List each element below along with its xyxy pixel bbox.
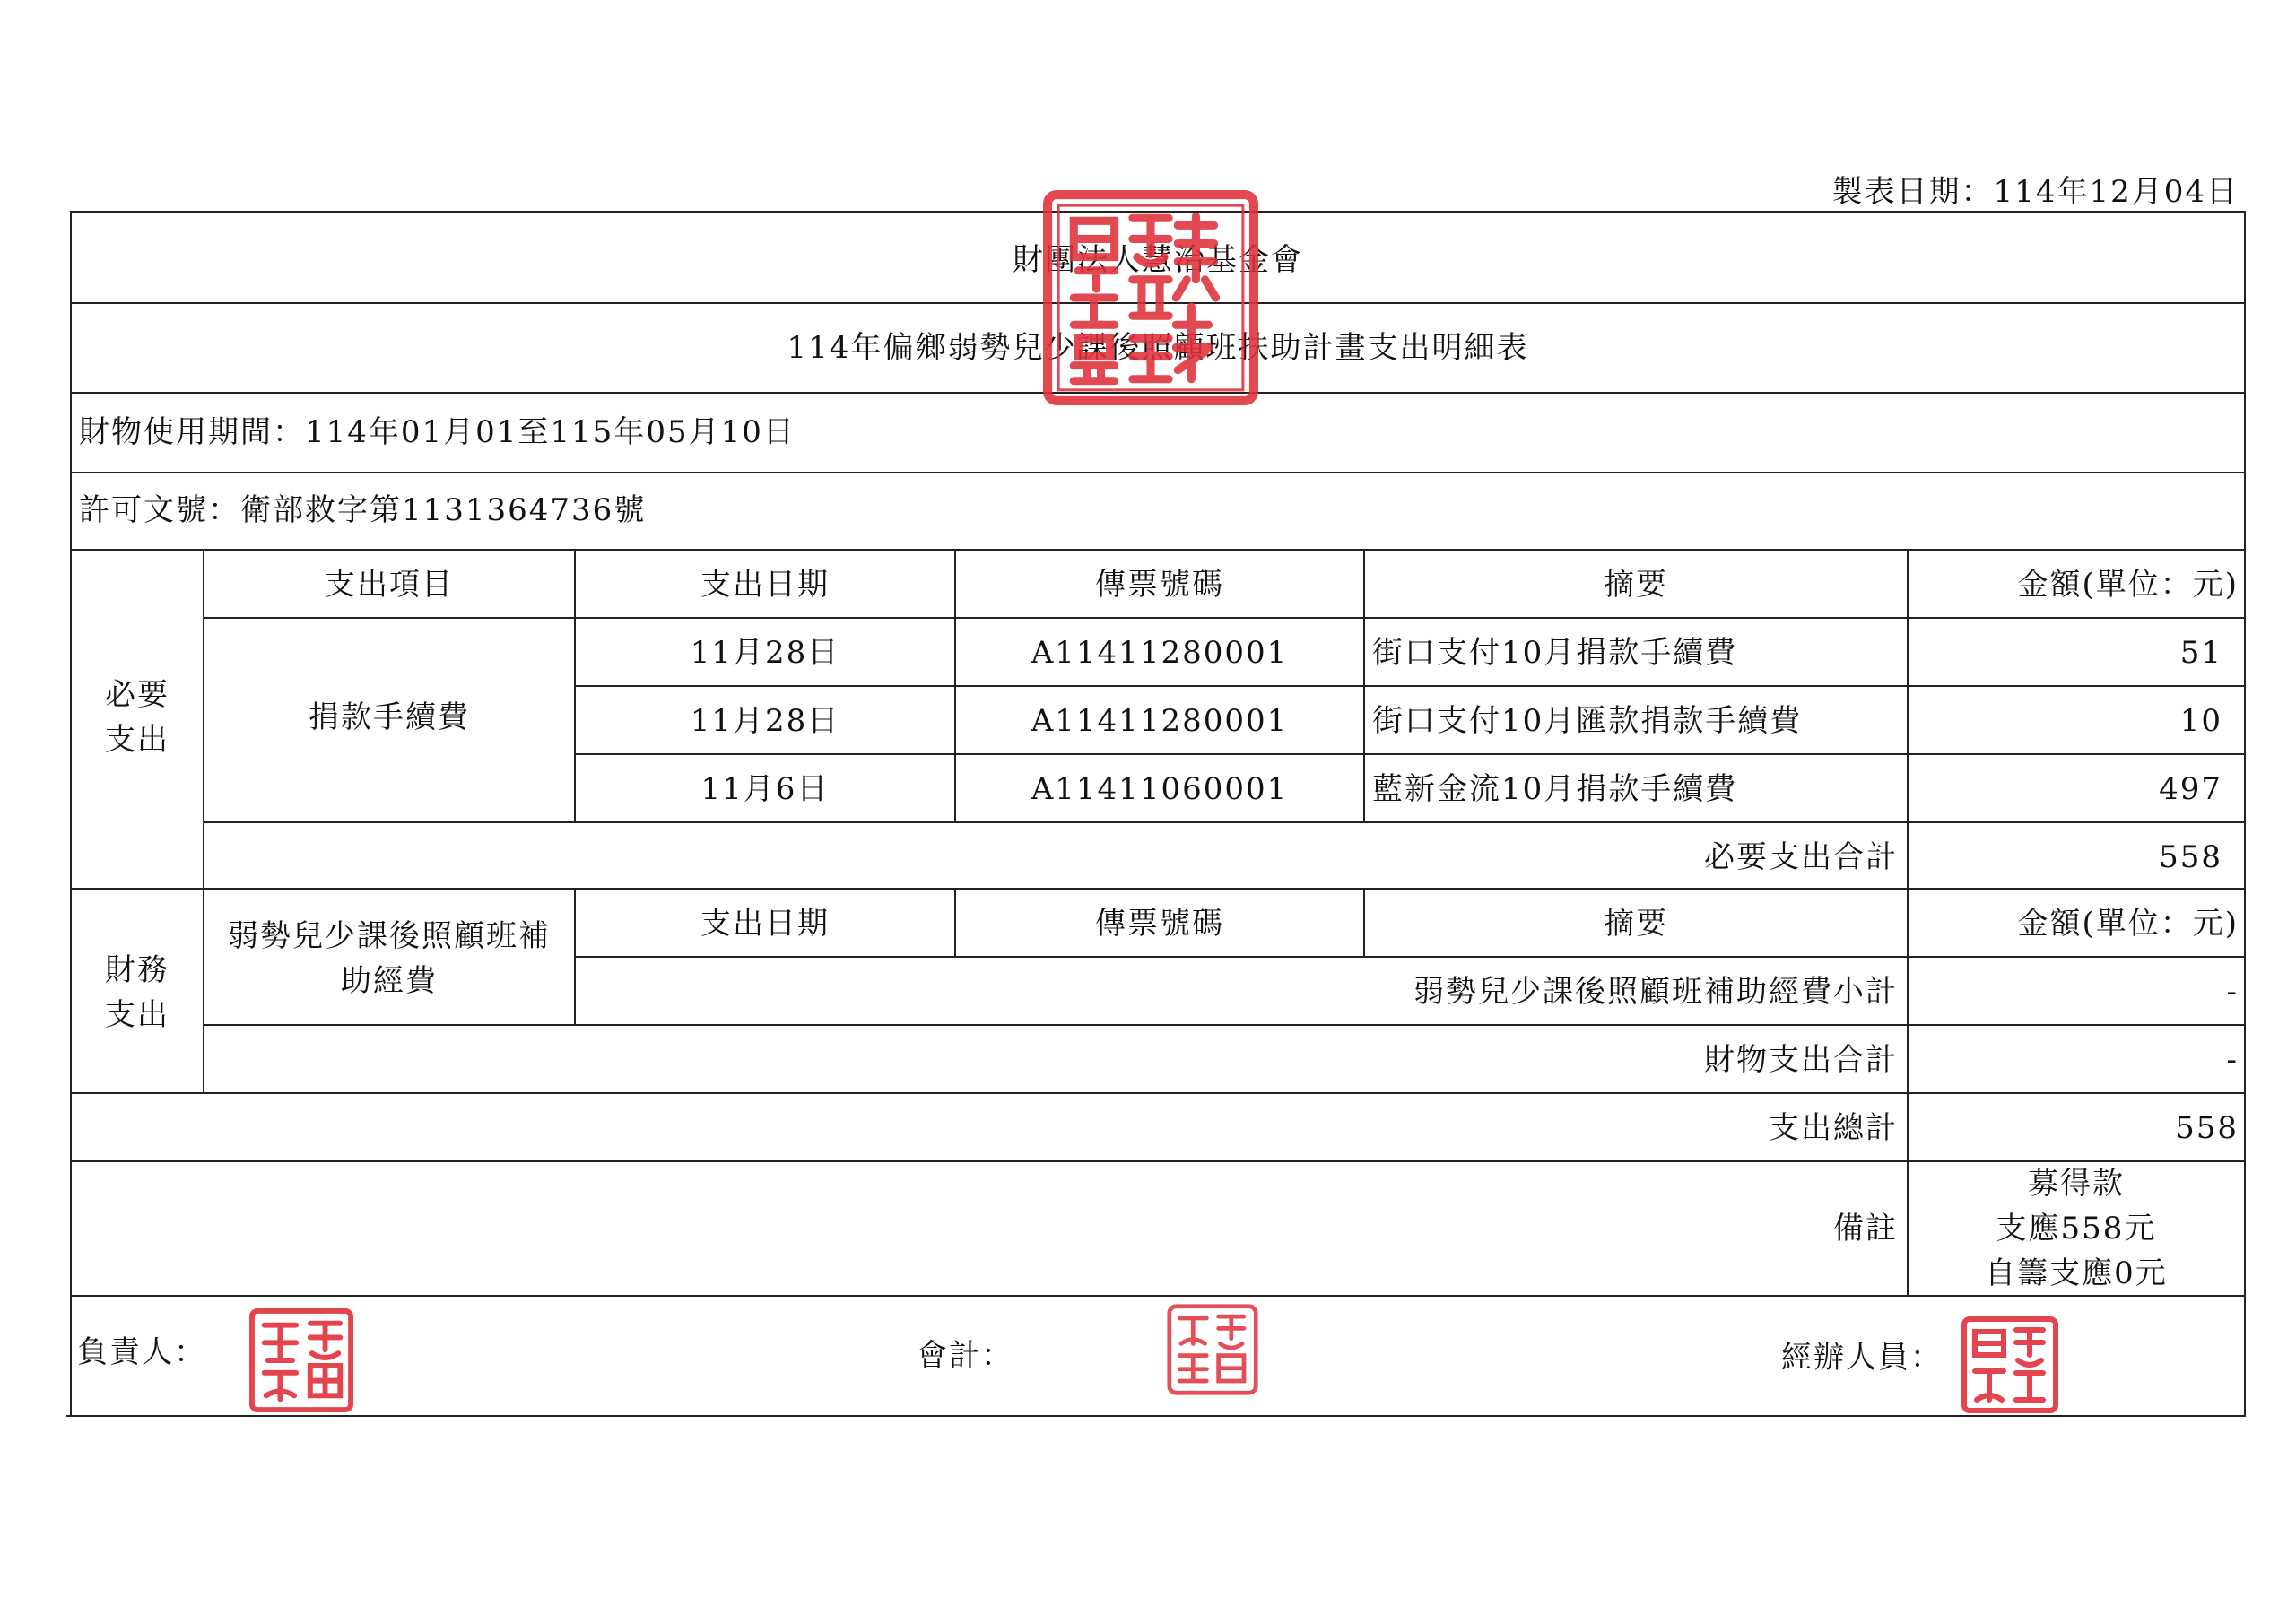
remarks-line: 募得款: [2028, 1166, 2125, 1202]
financial-total-amount: -: [2226, 1042, 2239, 1078]
row-voucher: A11411060001: [1031, 771, 1289, 807]
responsible-seal-stamp: [248, 1307, 354, 1414]
col-header-date: 支出日期: [700, 567, 830, 603]
col-header-amount: 金額(單位：元): [2017, 906, 2239, 942]
report-title: 114年偏鄉弱勢兒少課後照顧班扶助計畫支出明細表: [787, 330, 1529, 366]
col-header-voucher: 傳票號碼: [1095, 567, 1224, 603]
signature-accounting-label: 會計：: [917, 1338, 1013, 1374]
subsidy-subtotal-label: 弱勢兒少課後照顧班補助經費小計: [1413, 974, 1898, 1010]
org-seal-stamp: [1042, 188, 1259, 407]
grand-total-label: 支出總計: [1769, 1110, 1898, 1146]
row-amount: 51: [2179, 635, 2222, 671]
row-date: 11月6日: [700, 771, 830, 807]
signature-handler-label: 經辦人員：: [1781, 1340, 1943, 1376]
usage-period: 財物使用期間：114年01月01至115年05月10日: [79, 414, 796, 450]
handler-seal-stamp: [1961, 1315, 2059, 1415]
row-summary: 街口支付10月捐款手續費: [1372, 635, 1738, 671]
expense-item-subsidy-1: 弱勢兒少課後照顧班補: [228, 918, 551, 954]
remarks-line: 自籌支應0元: [1985, 1255, 2168, 1291]
col-header-date: 支出日期: [700, 906, 830, 942]
row-voucher: A11411280001: [1031, 635, 1289, 671]
row-amount: 10: [2179, 703, 2222, 739]
row-voucher: A11411280001: [1031, 703, 1289, 739]
col-header-item: 支出項目: [325, 567, 454, 603]
row-date: 11月28日: [690, 703, 840, 739]
col-header-amount: 金額(單位：元): [2017, 567, 2239, 603]
org-name: 財團法人慧治基金會: [1013, 242, 1303, 278]
necessary-total-amount: 558: [2159, 839, 2222, 875]
necessary-total-label: 必要支出合計: [1704, 839, 1898, 875]
remarks-line: 支應558元: [1996, 1211, 2157, 1246]
report-date: 製表日期：114年12月04日: [1831, 174, 2239, 210]
section-label-financial-2: 支出: [105, 997, 170, 1033]
remarks-label: 備註: [1833, 1211, 1898, 1246]
signature-responsible-label: 負責人：: [77, 1334, 206, 1370]
section-label-necessary-2: 支出: [105, 722, 170, 758]
financial-total-label: 財物支出合計: [1704, 1042, 1898, 1078]
row-date: 11月28日: [690, 635, 840, 671]
expense-item-fee: 捐款手續費: [309, 699, 470, 735]
section-label-financial-1: 財務: [105, 952, 170, 988]
subsidy-subtotal-amount: -: [2226, 974, 2239, 1010]
col-header-summary: 摘要: [1604, 567, 1668, 603]
grand-total-amount: 558: [2175, 1110, 2239, 1146]
col-header-voucher: 傳票號碼: [1095, 906, 1224, 942]
row-summary: 藍新金流10月捐款手續費: [1372, 771, 1738, 807]
col-header-summary: 摘要: [1604, 906, 1668, 942]
row-summary: 街口支付10月匯款捐款手續費: [1372, 703, 1803, 739]
accounting-seal-stamp: [1166, 1302, 1259, 1397]
permit-number: 許可文號：衛部救字第1131364736號: [79, 492, 647, 528]
section-label-necessary-1: 必要: [105, 677, 170, 713]
expense-item-subsidy-2: 助經費: [341, 963, 438, 999]
row-amount: 497: [2159, 771, 2222, 807]
